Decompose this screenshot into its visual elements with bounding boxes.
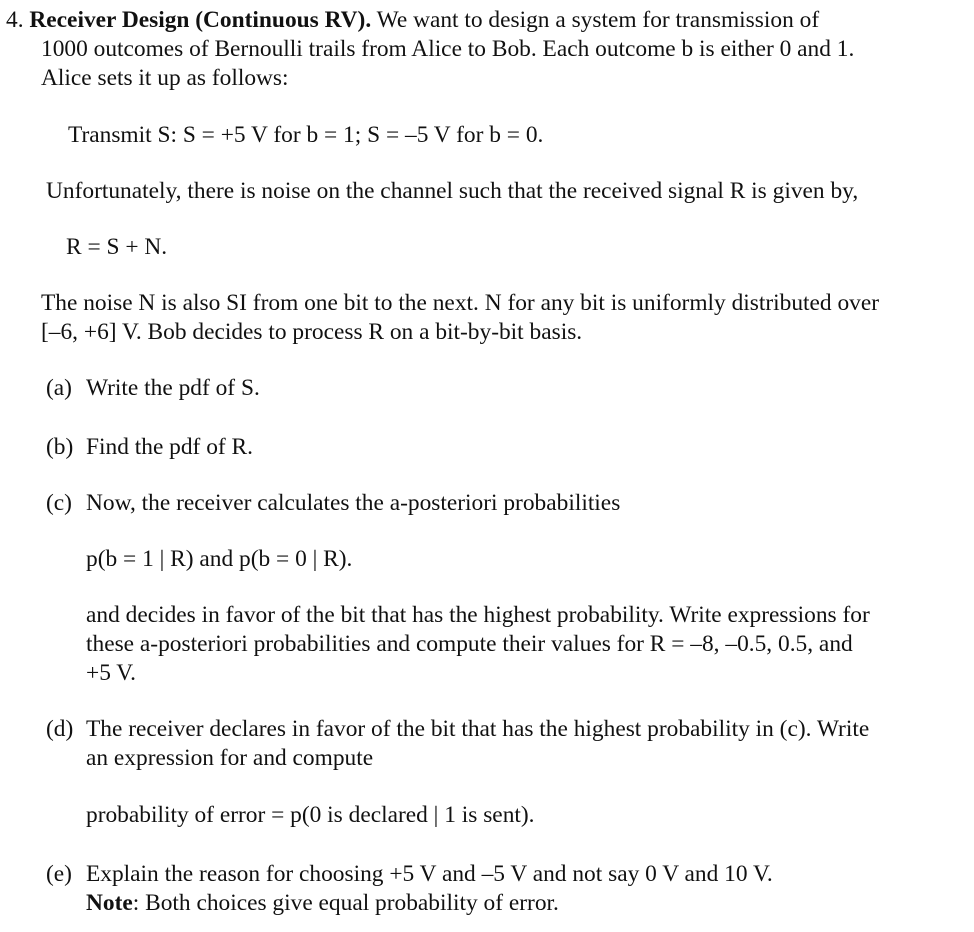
intro-line-2: 1000 outcomes of Bernoulli trails from Alice to Bob. Each outcome b is either 0 and 1. xyxy=(41,36,855,62)
part-c-formula: p(b = 1 | R) and p(b = 0 | R). xyxy=(86,546,353,572)
problem-title: Receiver Design (Continuous RV). xyxy=(29,7,372,33)
received-signal-equation: R = S + N. xyxy=(66,234,168,260)
part-d-label: (d) xyxy=(46,716,74,742)
noise-line-1: The noise N is also SI from one bit to the next. N for any bit is uniformly distributed over xyxy=(41,290,880,316)
problem-number: 4. xyxy=(6,7,24,33)
part-b-label: (b) xyxy=(46,434,74,460)
transmit-statement: Transmit S: S = +5 V for b = 1; S = –5 V for b = 0. xyxy=(68,122,544,148)
part-c-more-2: these a-posteriori probabilities and compute their values for R = –8, –0.5, 0.5, and xyxy=(86,631,853,657)
part-a-label: (a) xyxy=(46,375,72,401)
noise-line-2: [–6, +6] V. Bob decides to process R on a bit-by-bit basis. xyxy=(41,319,583,345)
part-c-text: Now, the receiver calculates the a-posteriori probabilities xyxy=(86,490,621,516)
part-c-more-3: +5 V. xyxy=(86,660,137,686)
part-e-note-label: Note xyxy=(86,890,133,916)
part-e-text: Explain the reason for choosing +5 V and –5 V and not say 0 V and 10 V. xyxy=(86,861,773,887)
intro-line-3: Alice sets it up as follows: xyxy=(41,65,289,91)
part-c-label: (c) xyxy=(46,490,72,516)
part-c xyxy=(46,489,620,518)
part-d-text-1: The receiver declares in favor of the bit that has the highest probability in (c). Write xyxy=(86,716,870,742)
part-d-text-2: an expression for and compute xyxy=(86,745,374,771)
part-d xyxy=(46,715,869,744)
intro-line-1: We want to design a system for transmission of xyxy=(376,7,820,33)
problem-header xyxy=(6,6,936,35)
part-a xyxy=(46,374,260,403)
part-d-formula: probability of error = p(0 is declared | 1 is sent). xyxy=(86,802,535,828)
part-b-text: Find the pdf of R. xyxy=(86,434,253,460)
noise-intro: Unfortunately, there is noise on the channel such that the received signal R is given by, xyxy=(46,178,859,204)
part-e-note xyxy=(86,889,559,918)
part-b xyxy=(46,433,253,462)
part-c-more-1: and decides in favor of the bit that has the highest probability. Write expressions for xyxy=(86,602,870,628)
part-e-note-text: : Both choices give equal probability of error. xyxy=(132,890,559,916)
part-e xyxy=(46,860,773,889)
part-e-label: (e) xyxy=(46,861,72,887)
part-a-text: Write the pdf of S. xyxy=(86,375,260,401)
